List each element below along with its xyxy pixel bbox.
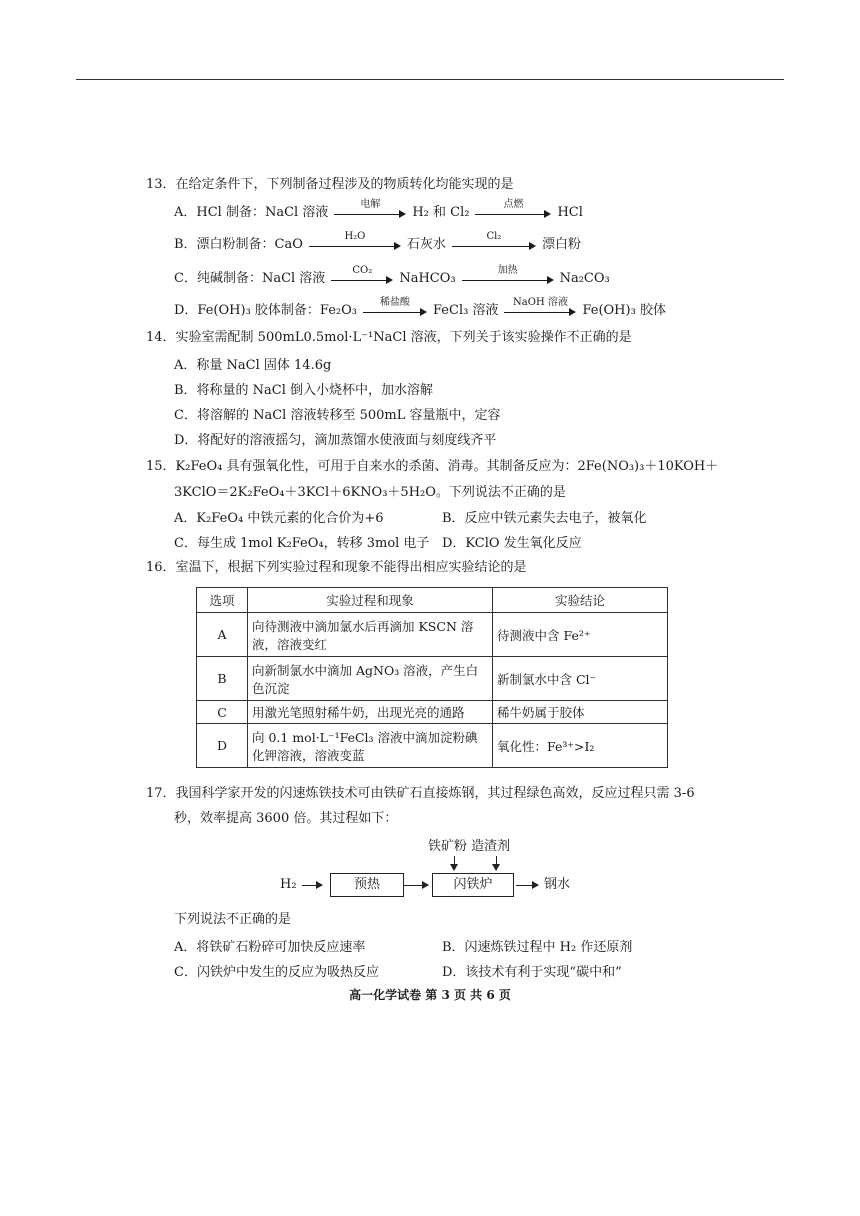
q13-b-end: 漂白粉	[541, 237, 581, 252]
header-option: 选项	[197, 588, 248, 613]
q13-a-end: HCl	[557, 205, 583, 220]
q14-option-d: D．将配好的溶液摇匀，滴加蒸馏水使液面与刻度线齐平	[174, 433, 497, 448]
q15-option-c: C．每生成 1mol K₂FeO₄，转移 3mol 电子	[174, 536, 430, 551]
header-conclusion: 实验结论	[493, 588, 668, 613]
q13-option-d	[174, 296, 666, 320]
row-process: 用激光笔照射稀牛奶，出现光亮的通路	[248, 701, 493, 724]
q13-c-prefix: C．纯碱制备：NaCl 溶液	[174, 271, 326, 286]
q13-option-c	[174, 264, 610, 288]
q13-b-prefix: B．漂白粉制备：CaO	[174, 237, 303, 252]
arrow-label: 加热	[497, 264, 518, 276]
header-rule	[76, 79, 784, 80]
q13-c-end: Na₂CO₃	[559, 271, 610, 286]
q13-a-mid: H₂ 和 Cl₂	[412, 205, 470, 220]
q13-b-mid: 石灰水	[406, 237, 446, 252]
q17-option-d: D．该技术有利于实现“碳中和”	[442, 965, 622, 980]
table-row	[197, 613, 668, 657]
q14-stem: 14．实验室需配制 500mL0.5mol·L⁻¹NaCl 溶液，下列关于该实验操作不正确的是	[146, 330, 632, 345]
row-option: A	[197, 613, 248, 657]
q13-stem: 13．在给定条件下，下列制备过程涉及的物质转化均能实现的是	[146, 177, 514, 192]
reaction-arrow	[462, 264, 554, 287]
reaction-arrow	[334, 198, 406, 221]
q14-option-a: A．称量 NaCl 固体 14.6g	[174, 358, 332, 373]
arrow-label: Cl₂	[486, 230, 502, 242]
q14-option-b: B．将称量的 NaCl 倒入小烧杯中，加水溶解	[174, 383, 434, 398]
row-option: D	[197, 724, 248, 768]
q13-d-end: Fe(OH)₃ 胶体	[582, 303, 666, 318]
reaction-arrow	[309, 230, 401, 253]
row-conclusion: 新制氯水中含 Cl⁻	[493, 657, 668, 701]
right-arrow	[302, 885, 322, 886]
arrow-label: 点燃	[503, 198, 524, 210]
row-conclusion: 待测液中含 Fe²⁺	[493, 613, 668, 657]
arrow-label: 电解	[360, 198, 381, 210]
flow-box-furnace: 闪铁炉	[432, 873, 514, 897]
row-process: 向待测液中滴加氯水后再滴加 KSCN 溶液，溶液变红	[248, 613, 493, 657]
table-row	[197, 701, 668, 724]
q17-stem-line1: 17．我国科学家开发的闪速炼铁技术可由铁矿石直接炼钢，其过程绿色高效，反应过程只需 3-6	[146, 786, 695, 801]
reaction-arrow	[504, 296, 576, 319]
flow-box-preheat: 预热	[330, 873, 404, 897]
row-conclusion: 稀牛奶属于胶体	[493, 701, 668, 724]
down-arrow	[454, 856, 455, 870]
table-row	[197, 724, 668, 768]
q15-stem-line1: 15．K₂FeO₄ 具有强氧化性，可用于自来水的杀菌、消毒。其制备反应为：2Fe(NO₃)₃＋10KOH＋	[146, 459, 719, 474]
q17-ask: 下列说法不正确的是	[174, 912, 292, 927]
table-row	[197, 657, 668, 701]
q17-option-b: B．闪速炼铁过程中 H₂ 作还原剂	[442, 940, 633, 955]
q13-d-prefix: D．Fe(OH)₃ 胶体制备：Fe₂O₃	[174, 303, 357, 318]
row-process: 向 0.1 mol·L⁻¹FeCl₃ 溶液中滴加淀粉碘化钾溶液，溶液变蓝	[248, 724, 493, 768]
flow-top-inputs: 铁矿粉 造渣剂	[428, 839, 511, 854]
reaction-arrow	[363, 296, 427, 319]
reaction-arrow	[452, 230, 536, 253]
row-option: B	[197, 657, 248, 701]
q13-c-mid: NaHCO₃	[399, 271, 456, 286]
header-process: 实验过程和现象	[248, 588, 493, 613]
reaction-arrow	[475, 198, 551, 221]
q13-d-mid: FeCl₃ 溶液	[433, 303, 499, 318]
q13-option-a	[174, 198, 583, 222]
reaction-arrow	[331, 264, 393, 287]
row-process: 向新制氯水中滴加 AgNO₃ 溶液，产生白色沉淀	[248, 657, 493, 701]
experiment-table	[196, 587, 668, 768]
row-option: C	[197, 701, 248, 724]
down-arrow	[496, 856, 497, 870]
row-conclusion: 氧化性：Fe³⁺>I₂	[493, 724, 668, 768]
q17-option-c: C．闪铁炉中发生的反应为吸热反应	[174, 965, 379, 980]
q14-option-c: C．将溶解的 NaCl 溶液转移至 500mL 容量瓶中，定容	[174, 408, 501, 423]
q15-option-b: B．反应中铁元素失去电子，被氧化	[442, 511, 647, 526]
q15-stem-line2: 3KClO＝2K₂FeO₄＋3KCl＋6KNO₃＋5H₂O。下列说法不正确的是	[174, 485, 566, 500]
flow-input-h2: H₂	[280, 877, 297, 892]
arrow-label: H₂O	[344, 230, 366, 242]
q15-option-a: A．K₂FeO₄ 中铁元素的化合价为+6	[174, 511, 384, 526]
right-arrow	[404, 885, 428, 886]
q16-stem: 16．室温下，根据下列实验过程和现象不能得出相应实验结论的是	[146, 560, 527, 575]
flow-output: 钢水	[544, 877, 571, 892]
table-header-row	[197, 588, 668, 613]
page-footer: 高一化学试卷 第 3 页 共 6 页	[349, 988, 511, 1002]
q17-option-a: A．将铁矿石粉碎可加快反应速率	[174, 940, 366, 955]
right-arrow	[516, 885, 538, 886]
q13-a-prefix: A．HCl 制备：NaCl 溶液	[174, 205, 329, 220]
arrow-label: CO₂	[352, 264, 373, 276]
q17-stem-line2: 秒，效率提高 3600 倍。其过程如下：	[174, 811, 398, 826]
arrow-label: 稀盐酸	[380, 296, 410, 308]
q13-option-b	[174, 230, 581, 254]
q15-option-d: D．KClO 发生氧化反应	[442, 536, 582, 551]
arrow-label: NaOH 溶液	[513, 296, 568, 308]
